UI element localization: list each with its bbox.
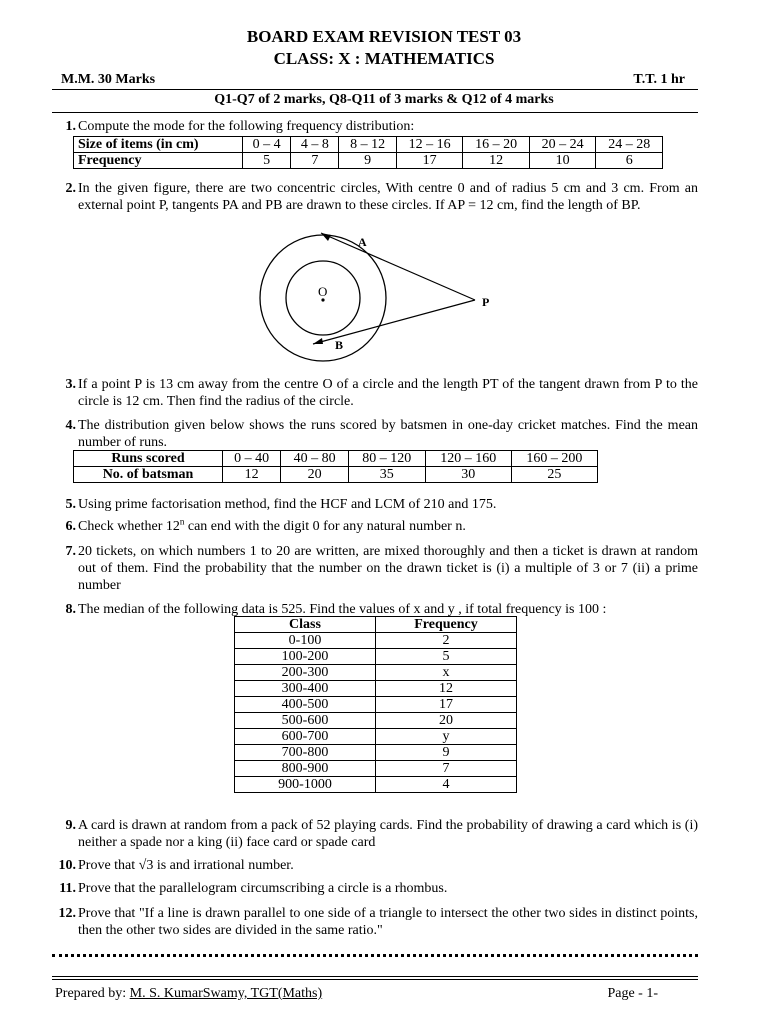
table-cell: 4 – 8 bbox=[291, 137, 339, 153]
table-cell: 16 – 20 bbox=[463, 137, 530, 153]
label-a: A bbox=[358, 235, 367, 249]
question-number: 5. bbox=[65, 497, 76, 512]
question-number: 7. bbox=[65, 544, 76, 559]
tangent-pa bbox=[321, 233, 475, 300]
table-cell: 600-700 bbox=[235, 729, 376, 745]
question-6 bbox=[52, 518, 698, 535]
question-text: The distribution given below shows the runs scored by batsmen in one-day cricket matches. Find the mean number of runs. bbox=[78, 418, 698, 450]
table-cell: 17 bbox=[396, 153, 463, 169]
table-cell: 20 bbox=[281, 467, 349, 483]
marks-rule bbox=[52, 112, 698, 113]
table-cell: 35 bbox=[348, 467, 425, 483]
table-row bbox=[74, 451, 598, 467]
question-1 bbox=[52, 118, 698, 135]
table-row bbox=[235, 681, 517, 697]
table-cell: 200-300 bbox=[235, 665, 376, 681]
exam-subtitle: CLASS: X : MATHEMATICS bbox=[273, 49, 495, 68]
table-row bbox=[74, 137, 663, 153]
table-cell: 12 – 16 bbox=[396, 137, 463, 153]
arrow-head-icon bbox=[321, 233, 331, 241]
question-text: 20 tickets, on which numbers 1 to 20 are written, are mixed thoroughly and then a ticket is drawn at random out of them. Find the probability that the number on the drawn ticket is (i) a multiple of 3 or 7 (ii) a prime number bbox=[78, 544, 698, 593]
question-number: 4. bbox=[65, 418, 76, 433]
table-cell: 160 – 200 bbox=[511, 451, 597, 467]
question-11 bbox=[52, 880, 698, 897]
row-label: Runs scored bbox=[74, 451, 223, 467]
table-row bbox=[235, 649, 517, 665]
table-cell: 7 bbox=[376, 761, 517, 777]
question-number: 1. bbox=[65, 119, 76, 134]
question-12 bbox=[52, 905, 698, 939]
table-row bbox=[235, 633, 517, 649]
table-cell: x bbox=[376, 665, 517, 681]
question-text: Prove that √3 is and irrational number. bbox=[78, 858, 294, 873]
question-number: 11. bbox=[59, 881, 76, 896]
table-cell: 9 bbox=[376, 745, 517, 761]
table-row bbox=[235, 777, 517, 793]
total-time: T.T. 1 hr bbox=[633, 72, 685, 87]
table-cell: 30 bbox=[425, 467, 511, 483]
question-text: Compute the mode for the following frequency distribution: bbox=[78, 119, 415, 134]
table-cell: 700-800 bbox=[235, 745, 376, 761]
question-number: 6. bbox=[65, 519, 76, 534]
question-number: 3. bbox=[65, 377, 76, 392]
table-cell: 300-400 bbox=[235, 681, 376, 697]
table-header-row bbox=[235, 617, 517, 633]
table-cell: 12 bbox=[463, 153, 530, 169]
question-5 bbox=[52, 496, 698, 513]
table-cell: 0 – 4 bbox=[242, 137, 290, 153]
question-number: 8. bbox=[65, 602, 76, 617]
table-cell: 900-1000 bbox=[235, 777, 376, 793]
table-cell: 25 bbox=[511, 467, 597, 483]
table-row bbox=[235, 697, 517, 713]
dotted-separator bbox=[52, 954, 698, 957]
table-row bbox=[74, 153, 663, 169]
question-2 bbox=[52, 180, 698, 214]
question-number: 10. bbox=[58, 858, 76, 873]
table-cell: 500-600 bbox=[235, 713, 376, 729]
table-row bbox=[235, 729, 517, 745]
row-label: Size of items (in cm) bbox=[74, 137, 243, 153]
table-cell: 120 – 160 bbox=[425, 451, 511, 467]
text-part: Check whether 12 bbox=[78, 519, 180, 534]
question-text: Using prime factorisation method, find the HCF and LCM of 210 and 175. bbox=[78, 497, 497, 512]
row-label: Frequency bbox=[74, 153, 243, 169]
question-10 bbox=[52, 857, 698, 874]
author-name: M. S. KumarSwamy, TGT(Maths) bbox=[129, 986, 323, 1001]
question-text: The median of the following data is 525. Find the values of x and y , if total frequency is 100 : bbox=[78, 602, 607, 617]
question-text: If a point P is 13 cm away from the centre O of a circle and the length PT of the tangent drawn from P to the circle is 12 cm. Then find the radius of the circle. bbox=[78, 377, 698, 409]
prepared-by bbox=[55, 986, 322, 1002]
arrow-head-icon bbox=[313, 338, 323, 344]
footer-rule bbox=[52, 976, 698, 977]
max-marks: M.M. 30 Marks bbox=[61, 72, 156, 87]
table-cell: 0 – 40 bbox=[223, 451, 281, 467]
question-number: 9. bbox=[65, 818, 76, 833]
table-cell: 6 bbox=[596, 153, 663, 169]
table-cell: 7 bbox=[291, 153, 339, 169]
table-cell: 400-500 bbox=[235, 697, 376, 713]
question-text: In the given figure, there are two concentric circles, With centre 0 and of radius 5 cm and 3 cm. From an external point P, tangents PA and PB are drawn to these circles. If AP = 12 cm, find the length of BP. bbox=[78, 181, 698, 213]
table-cell: 12 bbox=[223, 467, 281, 483]
table-cell: 4 bbox=[376, 777, 517, 793]
table-cell: 20 bbox=[376, 713, 517, 729]
table-cell: y bbox=[376, 729, 517, 745]
table-row bbox=[235, 745, 517, 761]
label-o: O bbox=[318, 284, 328, 299]
table-cell: 17 bbox=[376, 697, 517, 713]
exponent: n bbox=[179, 516, 185, 527]
question-text: Prove that "If a line is drawn parallel to one side of a triangle to intersect the other two sides in distinct points, then the other two sides are divided in the same ratio." bbox=[78, 906, 698, 938]
question-4 bbox=[52, 417, 698, 451]
table-cell: 9 bbox=[339, 153, 396, 169]
concentric-circles-figure bbox=[245, 228, 505, 368]
table-cell: 12 bbox=[376, 681, 517, 697]
table-cell: 0-100 bbox=[235, 633, 376, 649]
page-number: Page - 1- bbox=[607, 986, 658, 1001]
marks-scheme: Q1-Q7 of 2 marks, Q8-Q11 of 3 marks & Q12 of 4 marks bbox=[214, 92, 554, 107]
question-number: 2. bbox=[65, 181, 76, 196]
label-p: P bbox=[482, 295, 490, 309]
text-part: can end with the digit 0 for any natural number n. bbox=[184, 519, 466, 534]
table-row bbox=[235, 761, 517, 777]
table-row bbox=[74, 467, 598, 483]
question-number: 12. bbox=[58, 906, 76, 921]
table-cell: 5 bbox=[376, 649, 517, 665]
table-cell: 20 – 24 bbox=[529, 137, 596, 153]
label-b: B bbox=[335, 338, 344, 352]
table-cell: 24 – 28 bbox=[596, 137, 663, 153]
table-cell: 2 bbox=[376, 633, 517, 649]
table-cell: 800-900 bbox=[235, 761, 376, 777]
footer-rule bbox=[52, 979, 698, 980]
table-cell: 80 – 120 bbox=[348, 451, 425, 467]
column-header: Class bbox=[235, 617, 376, 633]
column-header: Frequency bbox=[376, 617, 517, 633]
exam-title: BOARD EXAM REVISION TEST 03 bbox=[246, 27, 522, 46]
table-cell: 5 bbox=[242, 153, 290, 169]
runs-table bbox=[73, 450, 598, 483]
question-text bbox=[78, 518, 698, 535]
table-cell: 10 bbox=[529, 153, 596, 169]
question-text: Prove that the parallelogram circumscribing a circle is a rhombus. bbox=[78, 881, 448, 896]
question-3 bbox=[52, 376, 698, 410]
mode-frequency-table bbox=[73, 136, 663, 169]
question-text: A card is drawn at random from a pack of 52 playing cards. Find the probability of drawing a card which is (i) neither a spade nor a king (ii) face card or spade card bbox=[78, 818, 698, 850]
table-row bbox=[235, 665, 517, 681]
table-cell: 40 – 80 bbox=[281, 451, 349, 467]
header-rule bbox=[52, 89, 698, 90]
row-label: No. of batsman bbox=[74, 467, 223, 483]
question-7 bbox=[52, 543, 698, 594]
question-9 bbox=[52, 817, 698, 851]
table-row bbox=[235, 713, 517, 729]
prepared-label: Prepared by: bbox=[55, 986, 130, 1001]
table-cell: 8 – 12 bbox=[339, 137, 396, 153]
median-table bbox=[234, 616, 517, 793]
table-cell: 100-200 bbox=[235, 649, 376, 665]
